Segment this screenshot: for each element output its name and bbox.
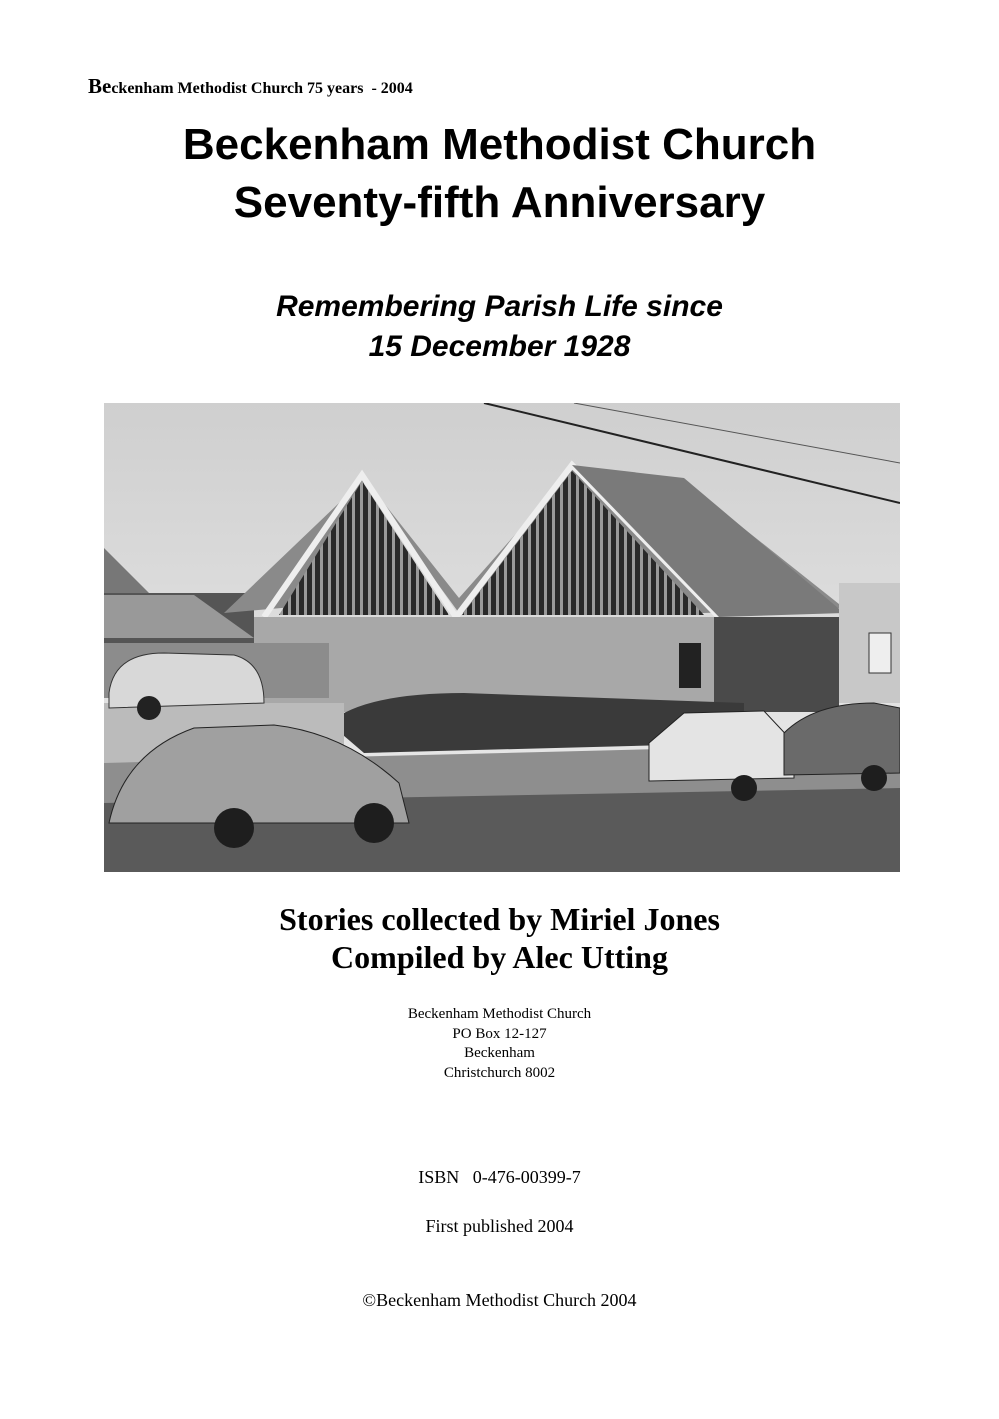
credits-collected-by: Stories collected by Miriel Jones: [279, 901, 720, 937]
first-published: First published 2004: [425, 1216, 574, 1236]
subtitle-line-2: 15 December 1928: [368, 330, 631, 363]
address-line: PO Box 12-127: [452, 1025, 547, 1042]
subtitle-line-1: Remembering Parish Life since: [276, 290, 723, 323]
title-line-1: Beckenham Methodist Church: [182, 120, 817, 169]
address-line: Christchurch 8002: [443, 1064, 556, 1081]
running-header-text: ckenham Methodist Church 75 years - 2004: [111, 80, 413, 97]
running-header-initial: Be: [88, 74, 112, 98]
credits: [0, 900, 999, 976]
isbn: ISBN 0-476-00399-7: [418, 1167, 581, 1187]
page-title: [0, 116, 999, 232]
address-line: Beckenham Methodist Church: [407, 1006, 592, 1022]
address-line: Beckenham: [464, 1045, 535, 1061]
title-line-2: Seventy-fifth Anniversary: [233, 178, 766, 227]
copyright: ©Beckenham Methodist Church 2004: [362, 1290, 637, 1310]
subtitle: [0, 287, 999, 367]
credits-compiled-by: Compiled by Alec Utting: [331, 939, 668, 975]
church-photo: [104, 403, 900, 872]
publisher-address: [0, 1005, 999, 1083]
running-header: [88, 74, 413, 99]
